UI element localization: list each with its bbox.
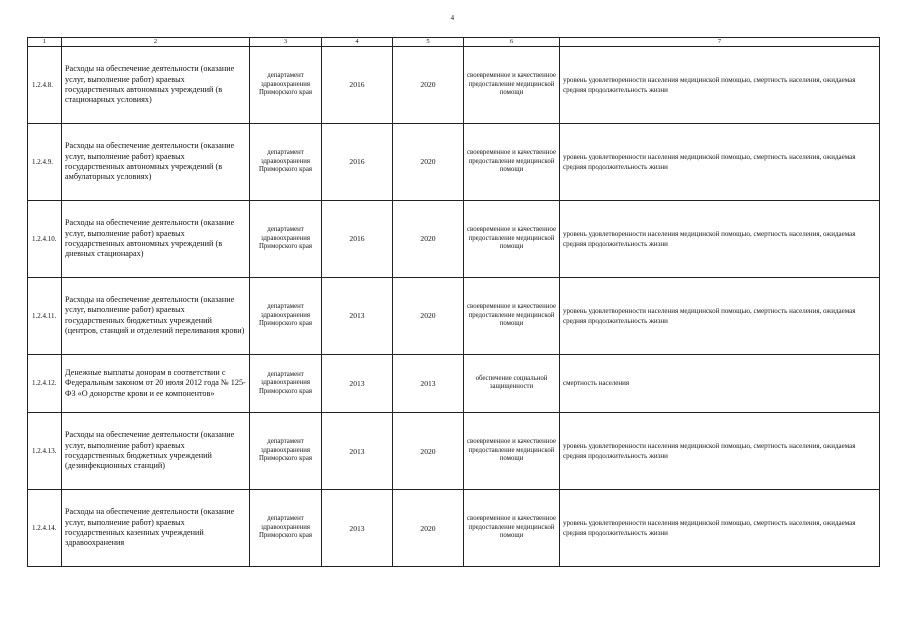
- indicator: уровень удовлетворенности населения медицинской помощью, смертность населения, ожидаемая средняя продолжительность жизни: [560, 413, 880, 490]
- end-year: 2020: [393, 123, 464, 200]
- measure-name: Расходы на обеспечение деятельности (оказание услуг, выполнение работ) краевых государственных автономных учреждений (в стационарных условиях): [62, 47, 250, 124]
- expected-result: своевременное и качественное предоставление медицинской помощи: [464, 200, 560, 277]
- column-header: 2: [62, 38, 250, 47]
- measure-name: Денежные выплаты донорам в соответствии с Федеральным законом от 20 июля 2012 года № 125-ФЗ «О донорстве крови и ее компонентов»: [62, 354, 250, 412]
- measure-name: Расходы на обеспечение деятельности (оказание услуг, выполнение работ) краевых государственных казенных учреждений здравоохранения: [62, 490, 250, 567]
- end-year: 2020: [393, 490, 464, 567]
- start-year: 2013: [322, 354, 393, 412]
- expected-result: своевременное и качественное предоставление медицинской помощи: [464, 123, 560, 200]
- row-number: 1.2.4.14.: [28, 490, 62, 567]
- start-year: 2013: [322, 413, 393, 490]
- column-header: 7: [560, 38, 880, 47]
- end-year: 2020: [393, 277, 464, 354]
- column-header: 3: [250, 38, 322, 47]
- start-year: 2016: [322, 200, 393, 277]
- expected-result: своевременное и качественное предоставление медицинской помощи: [464, 413, 560, 490]
- page-number: 4: [450, 14, 455, 22]
- column-header: 5: [393, 38, 464, 47]
- row-number: 1.2.4.11.: [28, 277, 62, 354]
- responsible-department: департамент здравоохранения Приморского края: [250, 277, 322, 354]
- indicator: уровень удовлетворенности населения медицинской помощью, смертность населения, ожидаемая средняя продолжительность жизни: [560, 123, 880, 200]
- end-year: 2020: [393, 47, 464, 124]
- indicator: уровень удовлетворенности населения медицинской помощью, смертность населения, ожидаемая средняя продолжительность жизни: [560, 200, 880, 277]
- indicator: уровень удовлетворенности населения медицинской помощью, смертность населения, ожидаемая средняя продолжительность жизни: [560, 490, 880, 567]
- start-year: 2013: [322, 490, 393, 567]
- measure-name: Расходы на обеспечение деятельности (оказание услуг, выполнение работ) краевых государственных автономных учреждений (в амбулаторных условиях): [62, 123, 250, 200]
- table-row: [28, 200, 880, 277]
- table-row: [28, 490, 880, 567]
- responsible-department: департамент здравоохранения Приморского края: [250, 200, 322, 277]
- row-number: 1.2.4.10.: [28, 200, 62, 277]
- responsible-department: департамент здравоохранения Приморского края: [250, 47, 322, 124]
- table-row: [28, 47, 880, 124]
- indicator: уровень удовлетворенности населения медицинской помощью, смертность населения, ожидаемая средняя продолжительность жизни: [560, 277, 880, 354]
- responsible-department: департамент здравоохранения Приморского края: [250, 490, 322, 567]
- responsible-department: департамент здравоохранения Приморского края: [250, 354, 322, 412]
- column-header: 4: [322, 38, 393, 47]
- responsible-department: департамент здравоохранения Приморского края: [250, 123, 322, 200]
- end-year: 2013: [393, 354, 464, 412]
- end-year: 2020: [393, 413, 464, 490]
- responsible-department: департамент здравоохранения Приморского края: [250, 413, 322, 490]
- start-year: 2013: [322, 277, 393, 354]
- row-number: 1.2.4.8.: [28, 47, 62, 124]
- start-year: 2016: [322, 123, 393, 200]
- column-header: 1: [28, 38, 62, 47]
- table-row: [28, 354, 880, 412]
- header-row: [28, 38, 880, 47]
- row-number: 1.2.4.9.: [28, 123, 62, 200]
- table-row: [28, 277, 880, 354]
- row-number: 1.2.4.13.: [28, 413, 62, 490]
- measures-table: [27, 37, 880, 567]
- expected-result: своевременное и качественное предоставление медицинской помощи: [464, 47, 560, 124]
- expected-result: своевременное и качественное предоставление медицинской помощи: [464, 490, 560, 567]
- expected-result: обеспечение социальной защищенности: [464, 354, 560, 412]
- start-year: 2016: [322, 47, 393, 124]
- measure-name: Расходы на обеспечение деятельности (оказание услуг, выполнение работ) краевых государственных бюджетных учреждений (дезинфекционных станций): [62, 413, 250, 490]
- measure-name: Расходы на обеспечение деятельности (оказание услуг, выполнение работ) краевых государственных автономных учреждений (в дневных стационарах): [62, 200, 250, 277]
- measure-name: Расходы на обеспечение деятельности (оказание услуг, выполнение работ) краевых государственных бюджетных учреждений (центров, станций и отделений переливания крови): [62, 277, 250, 354]
- row-number: 1.2.4.12.: [28, 354, 62, 412]
- expected-result: своевременное и качественное предоставление медицинской помощи: [464, 277, 560, 354]
- indicator: смертность населения: [560, 354, 880, 412]
- table-row: [28, 413, 880, 490]
- table-row: [28, 123, 880, 200]
- end-year: 2020: [393, 200, 464, 277]
- indicator: уровень удовлетворенности населения медицинской помощью, смертность населения, ожидаемая средняя продолжительность жизни: [560, 47, 880, 124]
- column-header: 6: [464, 38, 560, 47]
